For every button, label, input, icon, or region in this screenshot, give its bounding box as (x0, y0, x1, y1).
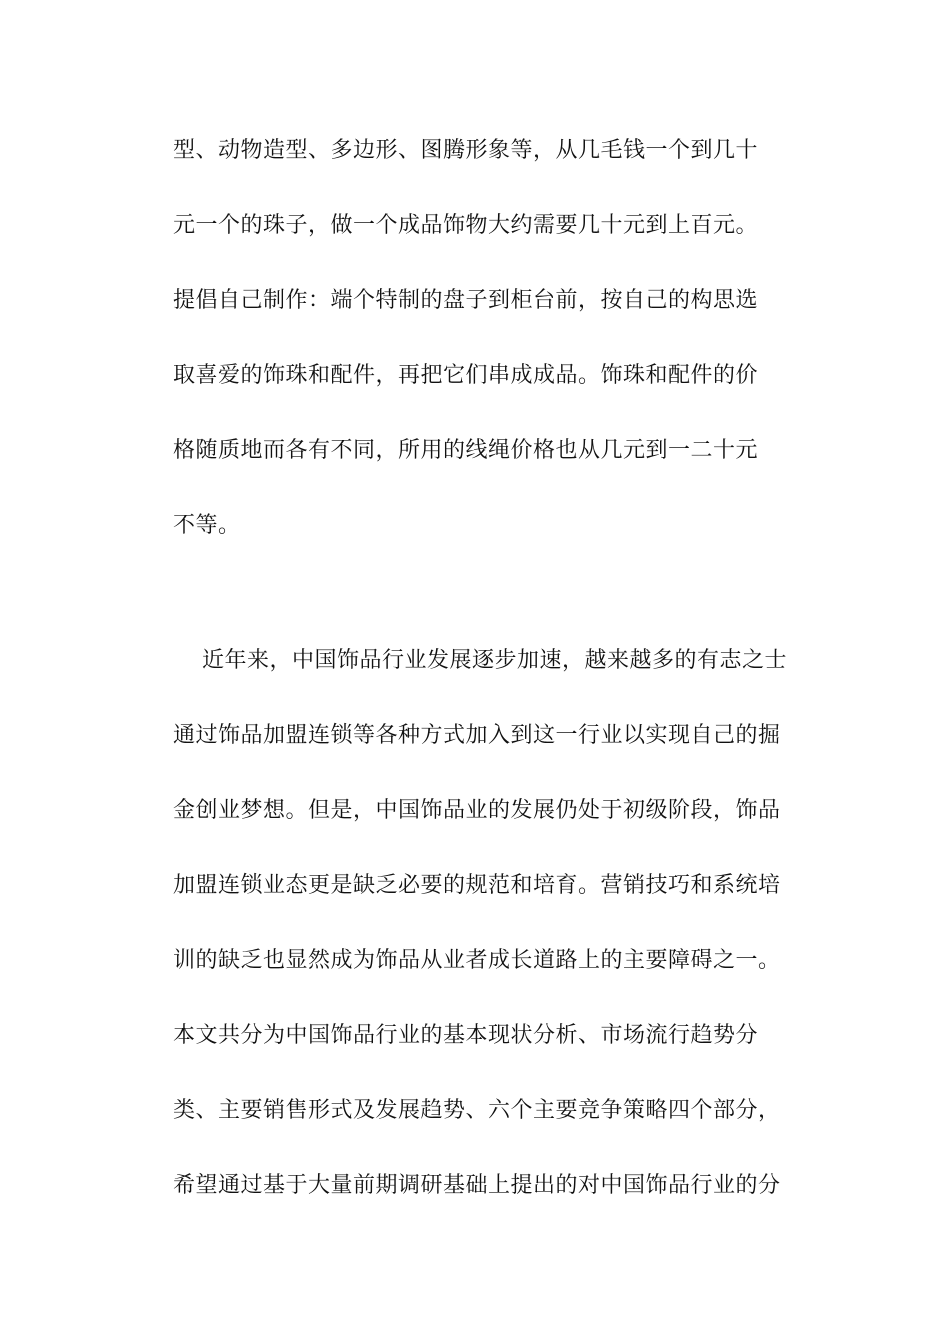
text-line: 类、主要销售形式及发展趋势、六个主要竞争策略四个部分， (173, 1098, 781, 1123)
text-line: 提倡自己制作：端个特制的盘子到柜台前，按自己的构思选 (173, 288, 759, 313)
text-line: 金创业梦想。但是，中国饰品业的发展仍处于初级阶段，饰品 (173, 798, 781, 823)
text-line: 通过饰品加盟连锁等各种方式加入到这一行业以实现自己的掘 (173, 723, 781, 748)
text-line: 训的缺乏也显然成为饰品从业者成长道路上的主要障碍之一。 (173, 948, 781, 973)
text-line: 本文共分为中国饰品行业的基本现状分析、市场流行趋势分 (173, 1023, 759, 1048)
text-line: 格随质地而各有不同，所用的线绳价格也从几元到一二十元 (173, 438, 759, 463)
text-line: 元一个的珠子，做一个成品饰物大约需要几十元到上百元。 (173, 213, 759, 238)
text-line: 加盟连锁业态更是缺乏必要的规范和培育。营销技巧和系统培 (173, 873, 781, 898)
text-line: 希望通过基于大量前期调研基础上提出的对中国饰品行业的分 (173, 1173, 781, 1198)
text-line: 取喜爱的饰珠和配件，再把它们串成成品。饰珠和配件的价 (173, 363, 759, 388)
text-line: 近年来，中国饰品行业发展逐步加速，越来越多的有志之士 (202, 648, 788, 673)
text-line: 不等。 (173, 513, 241, 538)
text-line: 型、动物造型、多边形、图腾形象等，从几毛钱一个到几十 (173, 138, 759, 163)
